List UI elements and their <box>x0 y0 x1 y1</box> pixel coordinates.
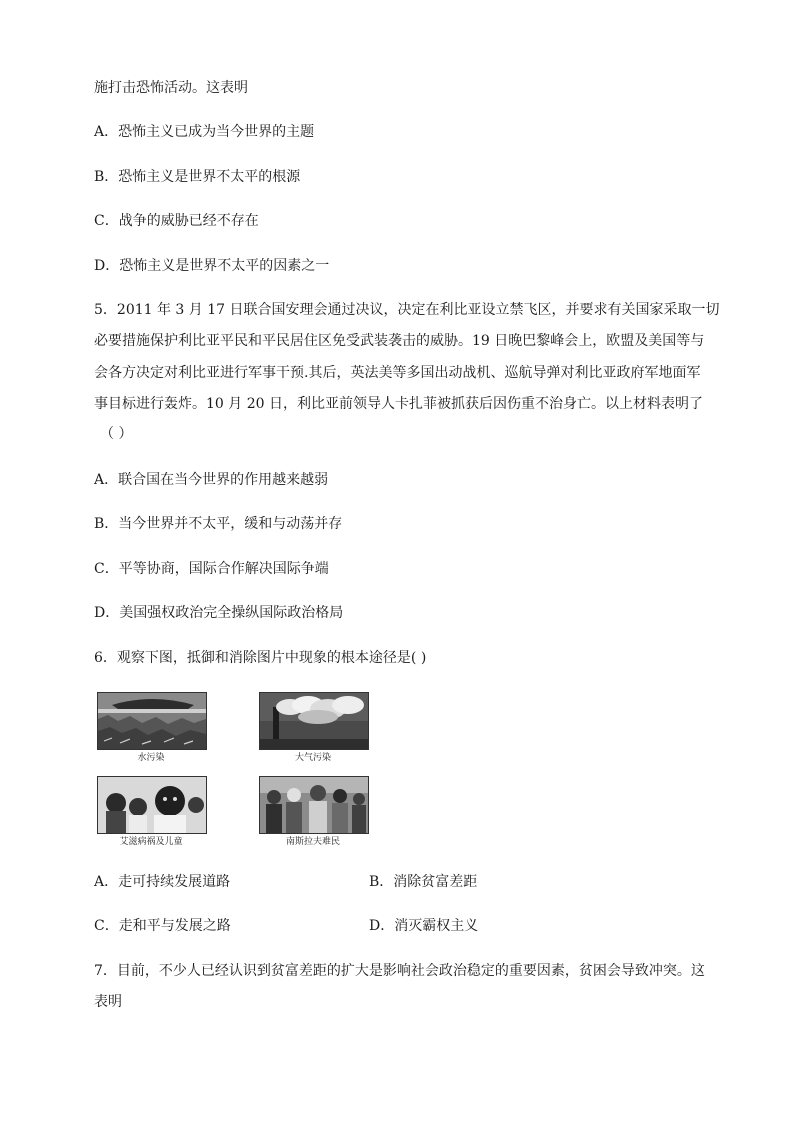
q4-option-d: D．恐怖主义是世界不太平的因素之一 <box>94 258 330 274</box>
q6-option-d: D．消灭霸权主义 <box>369 918 479 934</box>
air-pollution-photo <box>259 692 369 750</box>
q6-option-a: A．走可持续发展道路 <box>94 874 231 890</box>
q5-stem-line-2: 必要措施保护利比亚平民和平民居住区免受武装袭击的威胁。19 日晚巴黎峰会上，欧盟及美国等与 <box>94 333 705 349</box>
aids-children-photo <box>97 776 207 834</box>
q5-stem-line-4: 事目标进行轰炸。10 月 20 日，利比亚前领导人卡扎菲被抓获后因伤重不治身亡。以上材料表明了 <box>94 396 703 412</box>
caption-refugees: 南斯拉夫难民 <box>285 837 340 847</box>
q4-option-c: C．战争的威胁已经不存在 <box>94 213 259 229</box>
caption-aids-children: 艾滋病祸及儿童 <box>119 837 183 847</box>
q6-option-c: C．走和平与发展之路 <box>94 918 231 934</box>
q5-option-c: C．平等协商，国际合作解决国际争端 <box>94 561 329 577</box>
refugees-photo <box>259 776 369 834</box>
caption-air-pollution: 大气污染 <box>294 753 331 763</box>
q5-answer-blank: （ ） <box>100 426 133 442</box>
q4-stem-continuation: 施打击恐怖活动。这表明 <box>94 80 248 96</box>
q4-option-b: B．恐怖主义是世界不太平的根源 <box>94 169 301 185</box>
q5-option-b: B．当今世界并不太平，缓和与动荡并存 <box>94 516 343 532</box>
q5-option-d: D．美国强权政治完全操纵国际政治格局 <box>94 605 344 621</box>
q7-stem-line-1: 7．目前，不少人已经认识到贫富差距的扩大是影响社会政治稳定的重要因素，贫困会导致冲突。这 <box>94 963 705 979</box>
water-pollution-photo <box>97 692 207 750</box>
q5-stem-line-3: 会各方决定对利比亚进行军事干预.其后，英法美等多国出动战机、巡航导弹对利比亚政府军地面军 <box>94 365 701 381</box>
q7-stem-line-2: 表明 <box>94 994 122 1010</box>
q6-stem: 6．观察下图，抵御和消除图片中现象的根本途径是( ) <box>94 650 427 666</box>
q4-option-a: A．恐怖主义已成为当今世界的主题 <box>94 124 315 140</box>
q6-option-b: B．消除贫富差距 <box>369 874 478 890</box>
q5-stem-line-1: 5．2011 年 3 月 17 日联合国安理会通过决议，决定在利比亚设立禁飞区，并要求有关国家采取一切 <box>94 302 720 318</box>
caption-water-pollution: 水污染 <box>137 753 165 763</box>
q5-option-a: A．联合国在当今世界的作用越来越弱 <box>94 472 329 488</box>
